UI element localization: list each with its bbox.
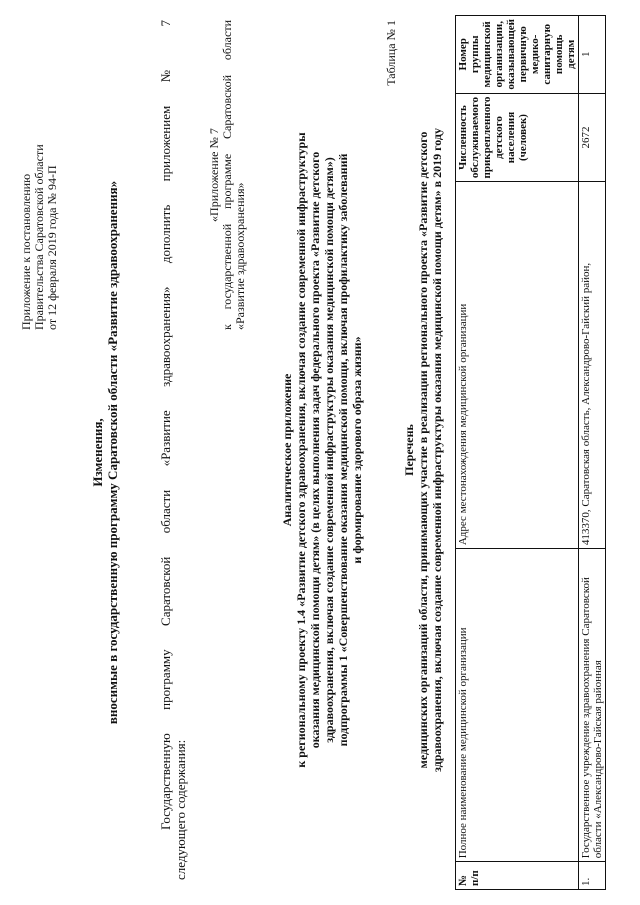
analytic-line: здравоохранения, включая создание современной инфраструктуры оказания медицинской помощи детям»): [322, 157, 336, 743]
attachment-line: Приложение к постановлению: [19, 173, 33, 330]
changes-title-line: Изменения,: [90, 418, 105, 487]
table-header-row: [456, 16, 579, 890]
table-label: Таблица № 1: [384, 20, 398, 86]
attachment-line: Правительства Саратовской области: [32, 144, 46, 330]
changes-title-line: вносимые в государственную программу Саратовской области «Развитие здравоохранения»: [105, 180, 120, 725]
list-title-line: медицинских организаций области, принимающих участие в реализации регионального проекта «Развитие детского: [416, 131, 430, 769]
appendix-line: к государственной программе Саратовской области: [220, 20, 234, 330]
changes-title: [90, 40, 120, 865]
list-heading: Перечень: [402, 424, 416, 476]
analytic-line: подпрограммы 1 «Совершенствование оказания медицинской помощи, включая профилактику заболеваний: [336, 153, 350, 747]
cell-name: Государственное учреждение здравоохранения Саратовской области «Александрово-Гайская районная: [579, 549, 606, 862]
intro-line: следующего содержания:: [173, 739, 188, 880]
cell-population: 2672: [579, 93, 606, 182]
intro-line: Государственную программу Саратовской области «Развитие здравоохранения» дополнить приложением № 7: [158, 20, 173, 830]
list-title-line: здравоохранения, включая создание современной инфраструктуры оказания медицинской помощи детям» в 2019 году: [430, 128, 444, 772]
header-num: № п/п: [456, 862, 579, 890]
appendix-line: «Развитие здравоохранения»: [233, 182, 247, 330]
analytic-line: и формирование здорового образа жизни»: [350, 336, 364, 564]
cell-address: 413370, Саратовская область, Александрово-Гайский район,: [579, 182, 606, 549]
header-group: Номер группы медицинской организации, оказывающей первичную медико-санитарную помощь детям: [456, 16, 579, 94]
analytic-line: оказания медицинской помощи детям» (в целях выполнения задач федерального проекта «Развитие детского: [308, 151, 322, 749]
analytic-title: Аналитическое приложение: [280, 373, 294, 527]
cell-group: 1: [579, 16, 606, 94]
analytic-line: к региональному проекту 1.4 «Развитие детского здравоохранения, включая создание современной инфраструктуры: [294, 132, 308, 768]
cell-num: 1.: [579, 862, 606, 890]
organizations-table: [455, 15, 606, 890]
header-name: Полное наименование медицинской организации: [456, 549, 579, 862]
attachment-line: от 12 февраля 2019 года № 94-П: [45, 165, 59, 330]
table-row: [579, 16, 606, 890]
list-title: [402, 15, 444, 885]
intro-paragraph: [158, 20, 188, 880]
appendix-reference: [208, 20, 247, 330]
appendix-line: «Приложение № 7: [207, 128, 221, 222]
header-population: Численность обслуживаемого прикрепленного детского населения (человек): [456, 93, 579, 182]
header-address: Адрес местонахождения медицинской организации: [456, 182, 579, 549]
analytic-appendix: [280, 15, 364, 885]
attachment-note: [20, 20, 59, 330]
